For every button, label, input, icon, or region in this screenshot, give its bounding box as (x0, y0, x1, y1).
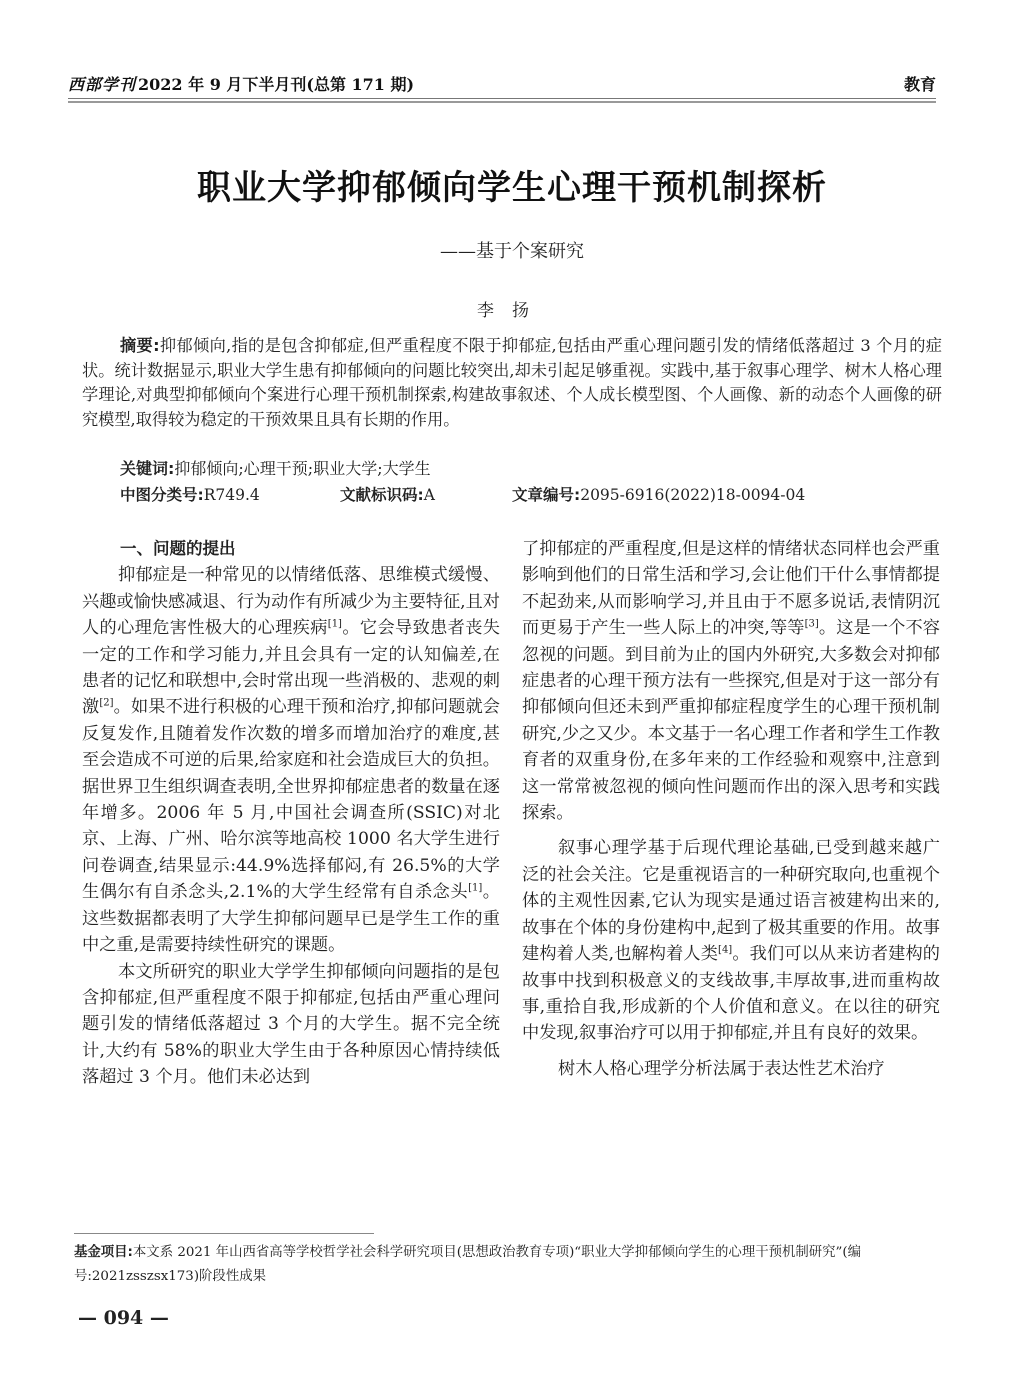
page-number: — 094 — (78, 1307, 169, 1329)
body-column-left (82, 536, 500, 1091)
section-heading: 一、问题的提出 (120, 539, 236, 558)
paragraph: 本文所研究的职业大学学生抑郁倾向问题指的是包含抑郁症,但严重程度不限于抑郁症,包括由严重心理问题引发的情绪低落超过 3 个月的大学生。据不完全统计,大约有 58%的职业大学生由于各种原因心情持续低落超过 3 个月。他们未必达到 (82, 961, 500, 1088)
keywords-label: 关键词: (120, 459, 175, 478)
text-run: 。如果不进行积极的心理干预和治疗,抑郁问题就会反复发作,且随着发作次数的增多而增加治疗的难度,甚至会造成不可逆的后果,给家庭和社会造成巨大的负担。据世界卫生组织调查表明,全世界抑郁症患者的数量在逐年增多。2006 年 5 月,中国社会调查所(SSIC)对北京、上海、广州、哈尔滨等地高校 1000 名大学生进行问卷调查,结果显示:44.9%选择郁闷,有 26.5%的大学生偶尔有自杀念头,2.1%的大学生经常有自杀念头 (82, 697, 500, 903)
citation: [1] (468, 882, 483, 894)
text-run: 。这些数据都表明了大学生抑郁问题早已是学生工作的重中之重,是需要持续性研究的课题。 (82, 882, 500, 956)
text-run: 叙事心理学基于后现代理论基础,已受到越来越广泛的社会关注。它是重视语言的一种研究取向,也重视个体的主观性因素,它认为现实是通过语言被建构出来的,故事在个体的身份建构中,起到了极其重要的作用。故事建构着人类,也解构着人类 (522, 838, 940, 965)
journal-logo: 西部学刊 (68, 75, 137, 94)
paragraph: 树木人格心理学分析法属于表达性艺术治疗 (558, 1058, 885, 1079)
citation: [1] (327, 618, 342, 630)
abstract-label: 摘要: (120, 336, 160, 355)
document-code (340, 483, 435, 505)
footnote (74, 1241, 940, 1289)
body-column-right (522, 536, 940, 1082)
classification-number (120, 483, 260, 505)
text-run: 。我们可以从来访者建构的故事中找到积极意义的支线故事,丰厚故事,进而重构故事,重拾自我,形成新的个人价值和意义。在以往的研究中发现,叙事治疗可以用于抑郁症,并且有良好的效果。 (522, 944, 940, 1044)
classification-label: 中图分类号: (120, 486, 204, 504)
doc-code-label: 文献标识码: (340, 486, 424, 504)
keywords-text: 抑郁倾向;心理干预;职业大学;大学生 (174, 459, 431, 478)
header-rule-thick (68, 101, 936, 103)
footnote-rule (74, 1233, 374, 1234)
paragraph (522, 536, 940, 826)
footnote-label: 基金项目: (74, 1245, 133, 1260)
keywords (120, 456, 431, 479)
paragraph (82, 562, 500, 958)
article-number (512, 483, 805, 505)
running-header (68, 70, 936, 100)
issue-info: 2022 年 9 月下半月刊(总第 171 期) (138, 75, 415, 94)
text-run: 抑郁症是一种常见的以情绪低落、思维模式缓慢、兴趣或愉快感减退、行为动作有所减少为主要特征,且对人的心理危害性极大的心理疾病 (82, 565, 500, 639)
text-run: 。这是一个不容忽视的问题。到目前为止的国内外研究,大多数会对抑郁症患者的心理干预方法有一些探究,但是对于这一部分有抑郁倾向但还未到严重抑郁症程度学生的心理干预机制研究,少之又少。本文基于一名心理工作者和学生工作教育者的双重身份,在多年来的工作经验和观察中,注意到这一常常被忽视的倾向性问题而作出的深入思考和实践探索。 (522, 618, 940, 824)
citation: [2] (99, 697, 114, 709)
header-rule (68, 98, 936, 99)
article-no-label: 文章编号: (512, 486, 581, 504)
citation: [3] (804, 618, 819, 630)
section-label: 教育 (903, 75, 936, 94)
citation: [4] (718, 944, 733, 956)
footnote-text: 本文系 2021 年山西省高等学校哲学社会科学研究项目(思想政治教育专项)“职业大学抑郁倾向学生的心理干预机制研究”(编号:2021zsszsx173)阶段性成果 (74, 1245, 862, 1284)
journal-issue (68, 72, 414, 95)
article-title: 职业大学抑郁倾向学生心理干预机制探析 (197, 168, 827, 208)
abstract-text: 抑郁倾向,指的是包含抑郁症,但严重程度不限于抑郁症,包括由严重心理问题引发的情绪低落超过 3 个月的症状。统计数据显示,职业大学生患有抑郁倾向的问题比较突出,却未引起足够重视。实践中,基于叙事心理学、树木人格心理学理论,对典型抑郁倾向个案进行心理干预机制探索,构建故事叙述、个人成长模型图、个人画像、新的动态个人画像的研究模型,取得较为稳定的干预效果且具有长期的作用。 (82, 336, 942, 429)
author: 李扬 (477, 301, 547, 321)
text-run: 。它会导致患者丧失一定的工作和学习能力,并且会具有一定的认知偏差,在患者的记忆和联想中,会时常出现一些消极的、悲观的刺激 (82, 618, 500, 718)
article-no-value: 2095-6916(2022)18-0094-04 (580, 486, 806, 504)
abstract (82, 334, 942, 432)
article-subtitle: ——基于个案研究 (440, 241, 584, 262)
paragraph (522, 835, 940, 1046)
doc-code-value: A (423, 486, 435, 504)
classification-value: R749.4 (203, 486, 260, 504)
text-run: 了抑郁症的严重程度,但是这样的情绪状态同样也会严重影响到他们的日常生活和学习,会让他们干什么事情都提不起劲来,从而影响学习,并且由于不愿多说话,表情阴沉而更易于产生一些人际上的冲突,等等 (522, 539, 940, 639)
